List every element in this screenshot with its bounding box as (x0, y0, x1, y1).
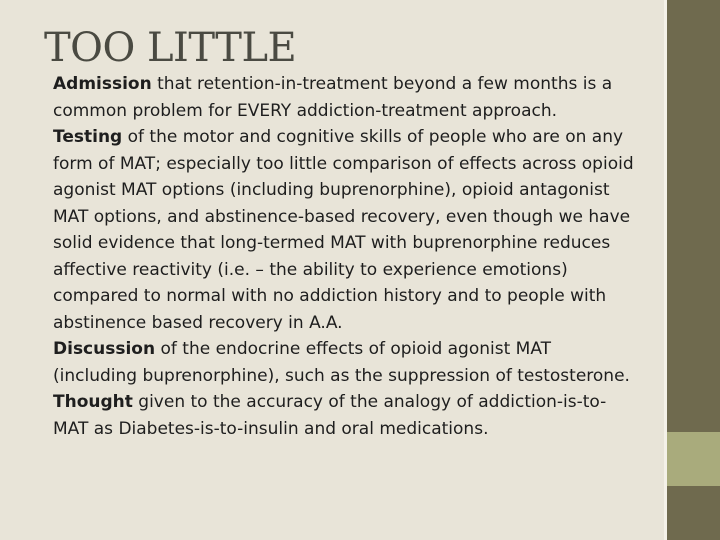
paragraph-lead: Discussion (53, 339, 156, 359)
paragraph-text: of the motor and cognitive skills of people who are on any form of MAT; especially too little comparison of effects across opioid agonist MAT options (including buprenorphine), opioid antagonist MAT options, and abstinence-based recovery, even though we have solid evidence that long-termed MAT with buprenorphine reduces affective reactivity (i.e. – the ability to experience emotions) compared to normal with no addiction history and to people with abstinence based recovery in A.A. (53, 127, 634, 333)
paragraph-lead: Testing (53, 127, 123, 147)
paragraph-thought (53, 389, 638, 442)
paragraph-lead: Thought (53, 392, 133, 412)
sidebar-accent-block (667, 432, 720, 486)
slide-title: TOO LITTLE (44, 25, 297, 71)
paragraph-admission (53, 71, 638, 124)
paragraph-text: given to the accuracy of the analogy of addiction-is-to-MAT as Diabetes-is-to-insulin and oral medications. (53, 392, 607, 439)
paragraph-testing (53, 124, 638, 336)
paragraph-text: that retention-in-treatment beyond a few months is a common problem for EVERY addiction-treatment approach. (53, 74, 613, 121)
decorative-sidebar (667, 0, 720, 540)
paragraph-discussion (53, 336, 638, 389)
body-text (53, 71, 638, 442)
paragraph-text: of the endocrine effects of opioid agonist MAT (including buprenorphine), such as the suppression of testosterone. (53, 339, 630, 386)
paragraph-lead: Admission (53, 74, 152, 94)
